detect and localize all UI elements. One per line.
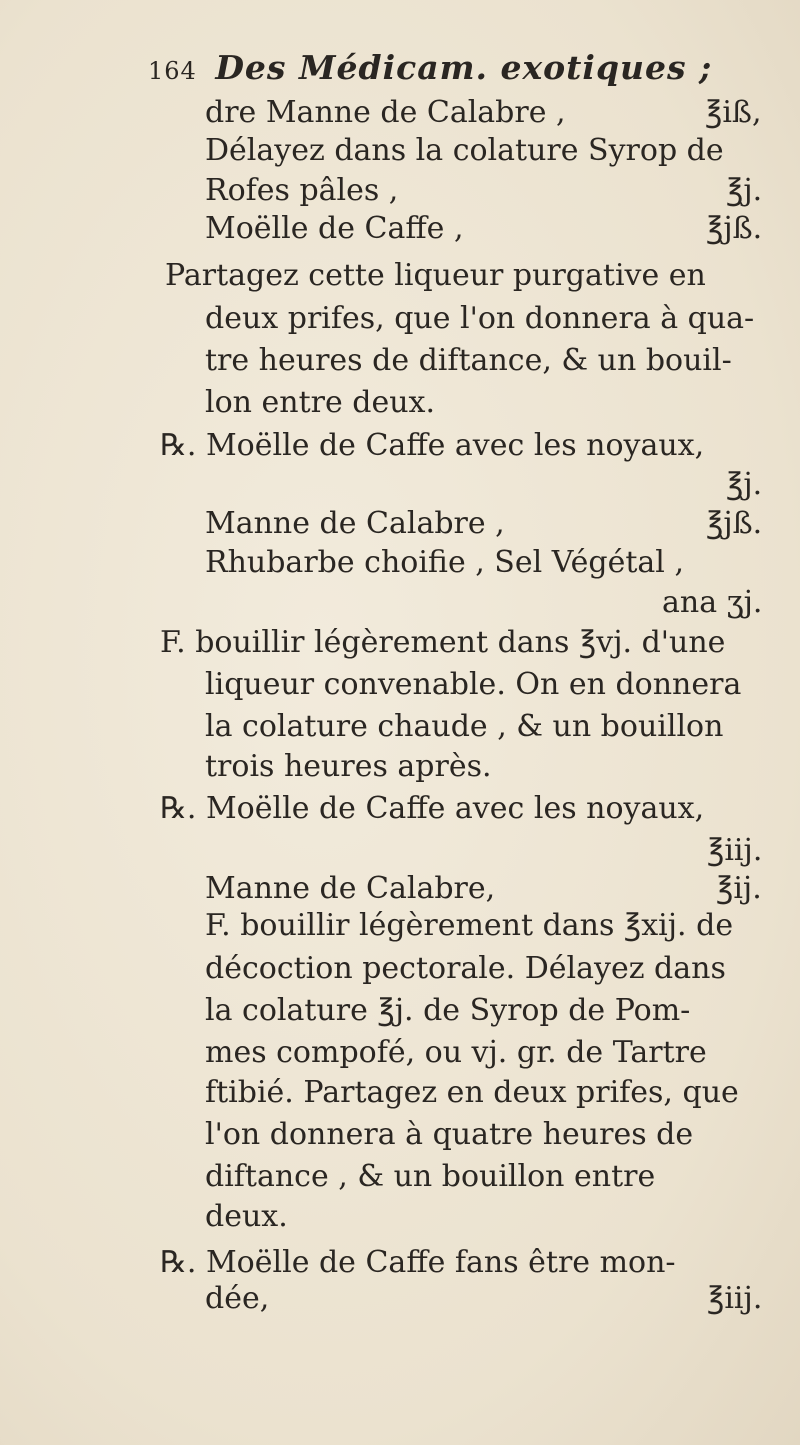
line-text: la colature chaude , & un bouillon [205, 709, 724, 744]
text-line [0, 130, 800, 172]
line-text: trois heures après. [205, 749, 492, 784]
text-line [0, 542, 800, 584]
line-text: ℞. Moëlle de Caffe avec les noyaux, [160, 428, 705, 463]
text-line [0, 1072, 800, 1114]
line-text: deux prifes, que l'on donnera à qua- [205, 301, 755, 336]
line-text: Partagez cette liqueur purgative en [165, 258, 706, 293]
text-line [0, 706, 800, 748]
text-line [0, 1114, 800, 1156]
running-title: Des Médicam. exotiques ; [215, 48, 713, 87]
text-line [0, 746, 800, 788]
text-line [0, 905, 800, 947]
line-text: décoction pectorale. Délayez dans [205, 951, 726, 986]
line-text: liqueur convenable. On en donnera [205, 667, 742, 702]
text-line [0, 340, 800, 382]
dosage-mark: ℥jß. [706, 211, 763, 246]
line-text: dre Manne de Calabre , [205, 95, 566, 130]
text-line [0, 503, 800, 545]
line-text: mes compofé, ou vj. gr. de Tartre [205, 1035, 707, 1070]
line-text: Rofes pâles , [205, 173, 399, 208]
text-line [0, 1032, 800, 1074]
text-line [0, 622, 800, 664]
line-text: deux. [205, 1199, 288, 1234]
line-text: Moëlle de Caffe , [205, 211, 464, 246]
line-text: tre heures de diftance, & un bouil- [205, 343, 732, 378]
line-text: Manne de Calabre, [205, 871, 496, 906]
text-line [0, 830, 800, 872]
dosage-mark: ℥j. [726, 173, 763, 208]
text-line [0, 948, 800, 990]
line-text: Délayez dans la colature Syrop de [205, 133, 724, 168]
text-line [0, 868, 800, 910]
text-line [0, 382, 800, 424]
line-text: Manne de Calabre , [205, 506, 505, 541]
line-text: Rhubarbe choifie , Sel Végétal , [205, 545, 684, 580]
text-line [0, 464, 800, 506]
text-line [0, 990, 800, 1032]
running-header [148, 48, 768, 96]
dosage-mark: ℥iß, [705, 95, 762, 130]
line-text: lon entre deux. [205, 385, 436, 420]
dosage-mark: ℥ij. [716, 871, 762, 906]
text-line [0, 582, 800, 624]
dosage-mark: ana ʒj. [662, 585, 763, 620]
line-text: diftance , & un bouillon entre [205, 1159, 656, 1194]
dosage-mark: ℥iij. [707, 1281, 763, 1316]
dosage-mark: ℥j. [726, 467, 763, 502]
line-text: la colature ℥j. de Syrop de Pom- [205, 993, 691, 1028]
text-line [0, 425, 800, 467]
text-line [0, 255, 800, 297]
text-line [0, 788, 800, 830]
line-text: ℞. Moëlle de Caffe avec les noyaux, [160, 791, 705, 826]
line-text: l'on donnera à quatre heures de [205, 1117, 694, 1152]
line-text: dée, [205, 1281, 270, 1316]
line-text: F. bouillir légèrement dans ℥vj. d'une [160, 625, 726, 660]
text-line [0, 298, 800, 340]
dosage-mark: ℥iij. [707, 833, 763, 868]
text-line [0, 664, 800, 706]
text-line [0, 1196, 800, 1238]
text-line [0, 1278, 800, 1320]
page-number: 164 [148, 57, 197, 85]
dosage-mark: ℥jß. [706, 506, 763, 541]
text-line [0, 208, 800, 250]
text-line [0, 170, 800, 212]
line-text: ℞. Moëlle de Caffe fans être mon- [160, 1245, 676, 1280]
line-text: F. bouillir légèrement dans ℥xij. de [205, 908, 734, 943]
text-line [0, 1156, 800, 1198]
line-text: ftibié. Partagez en deux prifes, que [205, 1075, 739, 1110]
text-line [0, 92, 800, 134]
